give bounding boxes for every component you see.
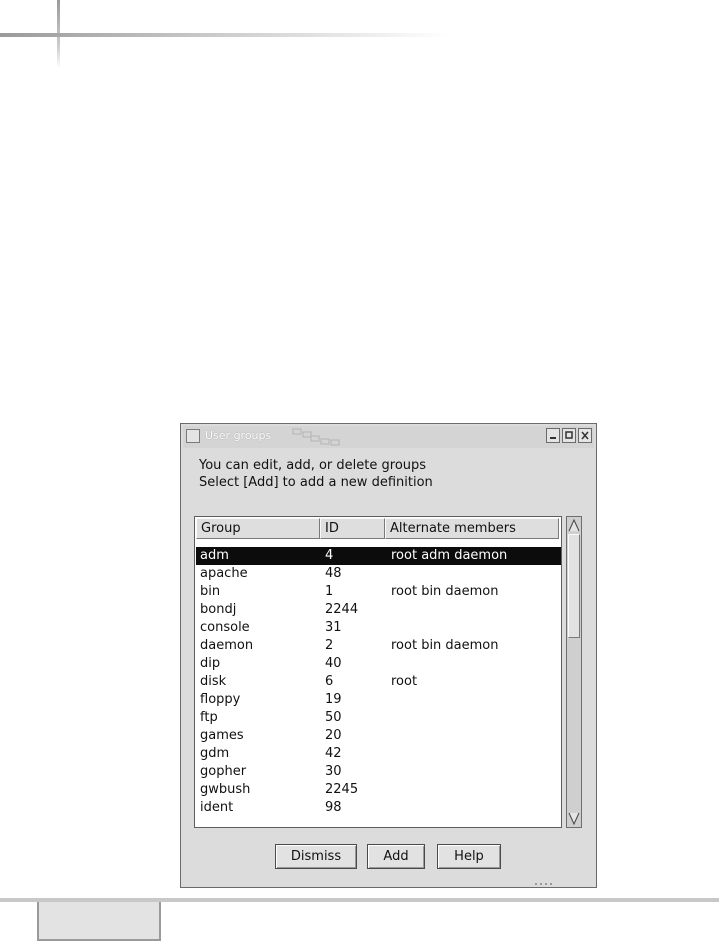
group-name: gopher [200, 764, 247, 779]
column-header-id[interactable]: ID [320, 518, 385, 539]
group-name: apache [200, 566, 248, 581]
group-id: 2245 [325, 782, 359, 797]
list-item[interactable] [196, 691, 561, 709]
list-item[interactable] [196, 799, 561, 817]
close-button[interactable] [578, 428, 592, 443]
group-name: disk [200, 674, 227, 689]
group-name: adm [200, 548, 229, 563]
resize-grip-icon[interactable] [534, 882, 554, 886]
group-id: 48 [325, 566, 342, 581]
groups-list[interactable] [194, 516, 562, 828]
group-id: 98 [325, 800, 342, 815]
page-footer-tab [37, 902, 161, 941]
close-icon [579, 429, 591, 442]
group-id: 6 [325, 674, 334, 689]
add-button[interactable]: Add [367, 844, 425, 869]
user-groups-window [180, 423, 597, 888]
group-name: ftp [200, 710, 218, 725]
dismiss-button[interactable]: Dismiss [275, 844, 357, 869]
window-titlebar[interactable] [183, 426, 594, 448]
list-item[interactable] [196, 601, 561, 619]
group-members: root adm daemon [391, 548, 508, 563]
list-item[interactable] [196, 547, 561, 565]
scrollbar-thumb[interactable] [568, 534, 580, 638]
group-id: 42 [325, 746, 342, 761]
list-scrollbar[interactable] [566, 516, 582, 828]
group-name: dip [200, 656, 221, 671]
list-item[interactable] [196, 619, 561, 637]
group-name: floppy [200, 692, 241, 707]
window-menu-icon[interactable] [186, 429, 200, 443]
list-item[interactable] [196, 763, 561, 781]
group-name: gwbush [200, 782, 251, 797]
group-name: console [200, 620, 250, 635]
page-corner-horizontal-line [0, 33, 450, 37]
group-id: 1 [325, 584, 334, 599]
minimize-button[interactable] [546, 428, 560, 443]
maximize-icon [563, 429, 575, 442]
scroll-up-arrow-icon[interactable] [568, 518, 580, 532]
titlebar-pattern-icon [291, 428, 343, 446]
group-members: root [391, 674, 418, 689]
group-id: 30 [325, 764, 342, 779]
column-header-group[interactable]: Group [196, 518, 320, 539]
maximize-button[interactable] [562, 428, 576, 443]
group-name: bin [200, 584, 221, 599]
group-name: ident [200, 800, 234, 815]
list-item[interactable] [196, 583, 561, 601]
group-name: games [200, 728, 244, 743]
window-title: User groups [205, 429, 272, 442]
group-id: 20 [325, 728, 342, 743]
minimize-icon [547, 429, 559, 442]
group-members: root bin daemon [391, 638, 499, 653]
help-button[interactable]: Help [437, 844, 501, 869]
list-item[interactable] [196, 655, 561, 673]
group-name: daemon [200, 638, 254, 653]
group-id: 2244 [325, 602, 359, 617]
group-id: 19 [325, 692, 342, 707]
list-item[interactable] [196, 781, 561, 799]
group-id: 40 [325, 656, 342, 671]
instruction-line-1: You can edit, add, or delete groups [199, 458, 427, 473]
list-item[interactable] [196, 745, 561, 763]
group-name: bondj [200, 602, 237, 617]
column-header-alternate-members[interactable]: Alternate members [385, 518, 559, 539]
scroll-down-arrow-icon[interactable] [568, 812, 580, 826]
groups-list-rows [196, 547, 561, 817]
group-id: 2 [325, 638, 334, 653]
group-name: gdm [200, 746, 230, 761]
list-item[interactable] [196, 709, 561, 727]
list-item[interactable] [196, 673, 561, 691]
group-id: 50 [325, 710, 342, 725]
list-item[interactable] [196, 565, 561, 583]
list-item[interactable] [196, 637, 561, 655]
group-id: 4 [325, 548, 334, 563]
group-id: 31 [325, 620, 342, 635]
instruction-line-2: Select [Add] to add a new definition [199, 475, 433, 490]
group-members: root bin daemon [391, 584, 499, 599]
list-item[interactable] [196, 727, 561, 745]
